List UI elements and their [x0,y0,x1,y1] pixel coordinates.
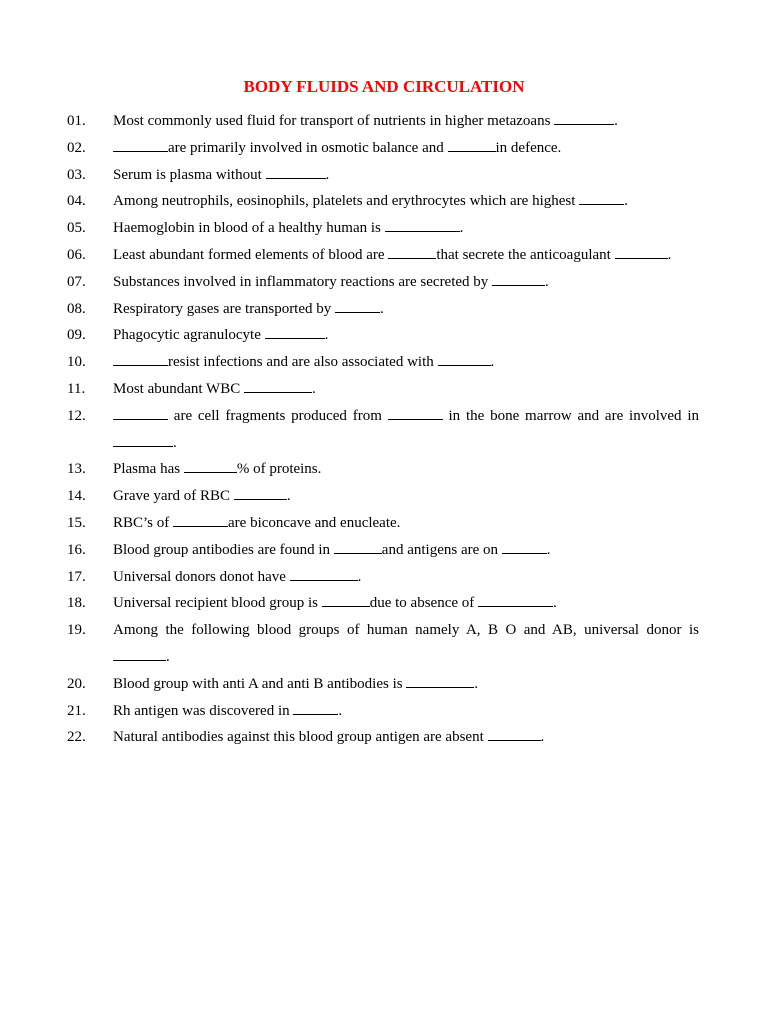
question-text-segment: Most abundant WBC [113,380,244,397]
question-text-segment: Rh antigen was discovered in [113,702,294,719]
question-text-segment: . [338,702,343,719]
question-number: 15. [67,514,86,531]
question-text-segment: . [474,675,479,692]
question-text-segment: Serum is plasma without [113,166,266,183]
answer-blank[interactable] [448,138,496,152]
question-item [67,403,699,457]
question-number: 05. [67,220,86,237]
answer-blank[interactable] [266,165,326,179]
answer-blank[interactable] [173,513,228,527]
question-text-segment: Haemoglobin in blood of a healthy human is [113,220,385,237]
question-text-segment: . [553,595,557,612]
question-list [67,108,699,751]
question-text-segment: are biconcave and enucleate. [228,514,401,531]
question-text [113,456,699,483]
question-number: 08. [67,300,86,317]
question-text-segment: . [540,729,545,746]
answer-blank[interactable] [293,701,338,715]
question-text-segment: . [286,488,291,505]
question-number: 20. [67,675,86,692]
question-text-segment: . [357,568,362,585]
question-text-segment: Blood group with anti A and anti B antibodies is [113,675,407,692]
question-text-segment: Grave yard of RBC [113,488,234,505]
question-item [67,108,699,135]
question-text-segment: . [490,354,495,371]
answer-blank[interactable] [113,406,168,420]
question-item [67,349,699,376]
question-text [113,269,699,296]
question-item [67,671,699,698]
answer-blank[interactable] [335,299,380,313]
answer-blank[interactable] [113,647,166,661]
answer-blank[interactable] [478,593,553,607]
question-text-segment: Blood group antibodies are found in [113,541,334,558]
question-text [113,617,699,671]
question-text-segment: . [324,327,329,344]
question-text-segment: and antigens are on [381,541,502,558]
question-text-segment: . [173,434,177,451]
answer-blank[interactable] [265,325,325,339]
question-text [113,162,699,189]
question-item [67,590,699,617]
question-number: 16. [67,541,86,558]
question-text-segment: Universal donors donot have [113,568,290,585]
question-number: 06. [67,246,86,263]
question-text [113,510,699,537]
answer-blank[interactable] [502,540,547,554]
question-item [67,188,699,215]
question-text-segment: . [545,273,549,290]
question-text [113,322,699,349]
question-number: 07. [67,273,86,290]
question-text-segment: in the bone marrow and are involved in [442,407,699,424]
question-text [113,671,699,698]
question-text [113,483,699,510]
question-text [113,537,699,564]
answer-blank[interactable] [113,138,168,152]
question-number: 02. [67,139,86,156]
question-number: 10. [67,354,86,371]
answer-blank[interactable] [579,191,624,205]
question-text [113,590,699,617]
question-item [67,564,699,591]
question-number: 12. [67,407,86,424]
question-text-segment: Respiratory gases are transported by [113,300,336,317]
question-text [113,698,699,725]
answer-blank[interactable] [615,245,668,259]
question-text [113,724,699,751]
question-text [113,296,699,323]
question-text-segment: resist infections and are also associated with [168,354,438,371]
question-text-segment: in defence. [495,139,562,156]
question-number: 11. [67,380,86,397]
question-text-segment: . [311,380,316,397]
question-text-segment: Natural antibodies against this blood group antigen are absent [113,729,488,746]
question-number: 21. [67,702,86,719]
question-text [113,188,699,215]
question-text-segment: Plasma has [113,461,184,478]
question-text [113,564,699,591]
question-text-segment: Among neutrophils, eosinophils, platelets and erythrocytes which are highest [113,193,580,210]
question-item [67,617,699,671]
question-item [67,322,699,349]
question-text-segment: . [459,220,464,237]
question-item [67,215,699,242]
question-text [113,242,699,269]
question-text [113,403,699,457]
question-text-segment: . [546,541,551,558]
question-text-segment: due to absence of [369,595,479,612]
question-text [113,349,699,376]
question-number: 22. [67,729,86,746]
question-text-segment: Phagocytic agranulocyte [113,327,265,344]
question-text [113,376,699,403]
question-item [67,537,699,564]
question-text-segment: that secrete the anticoagulant [436,246,615,263]
answer-blank[interactable] [113,352,168,366]
question-number: 03. [67,166,86,183]
question-item [67,724,699,751]
answer-blank[interactable] [234,486,287,500]
answer-blank[interactable] [290,567,358,581]
question-item [67,296,699,323]
answer-blank[interactable] [388,245,436,259]
question-number: 09. [67,327,86,344]
question-text [113,108,699,135]
question-item [67,376,699,403]
question-text-segment: Among the following blood groups of human namely A, B O and AB, universal donor is [113,622,699,639]
answer-blank[interactable] [322,593,370,607]
answer-blank[interactable] [113,433,173,447]
answer-blank[interactable] [554,111,614,125]
question-text-segment: Universal recipient blood group is [113,595,322,612]
question-text-segment: . [614,113,618,129]
answer-blank[interactable] [184,459,237,473]
question-text [113,135,699,162]
question-text-segment: . [667,246,672,263]
question-text-segment: Least abundant formed elements of blood are [113,246,389,263]
question-item [67,510,699,537]
answer-blank[interactable] [406,674,474,688]
question-text-segment: RBC’s of [113,514,174,531]
question-number: 14. [67,488,86,505]
question-item [67,162,699,189]
question-item [67,483,699,510]
question-number: 19. [67,622,86,639]
question-number: 04. [67,193,86,210]
question-item [67,242,699,269]
question-item [67,456,699,483]
question-item [67,698,699,725]
question-text-segment: are cell fragments produced from [168,407,388,424]
question-text-segment: . [624,193,628,210]
answer-blank[interactable] [388,406,443,420]
answer-blank[interactable] [334,540,382,554]
question-text-segment: . [166,648,170,665]
question-number: 17. [67,568,86,585]
answer-blank[interactable] [438,352,491,366]
question-text-segment: % of proteins. [236,461,322,478]
answer-blank[interactable] [492,272,545,286]
question-text-segment: are primarily involved in osmotic balance and [168,139,448,156]
question-text-segment: . [380,300,384,317]
question-text-segment: . [325,166,330,183]
question-text-segment: Most commonly used fluid for transport of nutrients in higher metazoans [113,113,555,129]
question-text [113,215,699,242]
question-text-segment: Substances involved in inflammatory reactions are secreted by [113,273,493,290]
answer-blank[interactable] [385,218,460,232]
page-title: BODY FLUIDS AND CIRCULATION [243,77,525,96]
question-number: 13. [67,461,86,478]
question-item [67,135,699,162]
answer-blank[interactable] [244,379,312,393]
question-number: 01. [67,113,86,129]
answer-blank[interactable] [488,727,541,741]
question-item [67,269,699,296]
question-number: 18. [67,595,86,612]
